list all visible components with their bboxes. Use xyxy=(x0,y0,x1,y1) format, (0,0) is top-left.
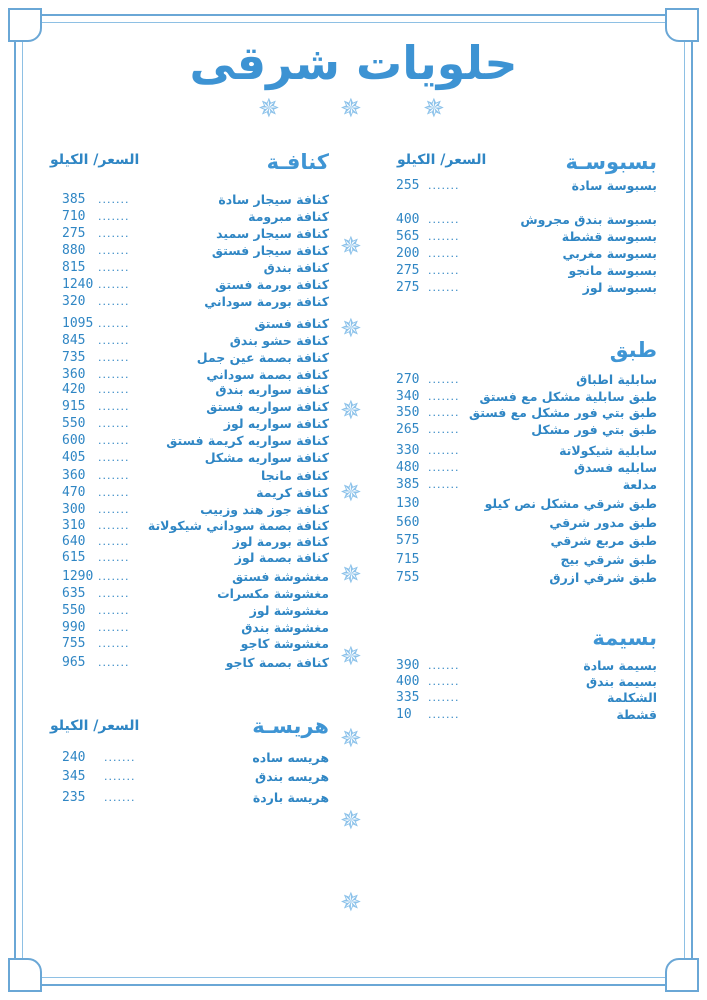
menu-item-name: طبق بتي فور مشكل xyxy=(531,422,657,437)
menu-item-price: 615 xyxy=(62,550,86,565)
dot-leader: ....... xyxy=(428,373,460,386)
menu-item-price: 385 xyxy=(396,477,420,492)
menu-item-name: كنافة بصمة سوداني xyxy=(206,367,329,382)
menu-item-name: كنافة بندق xyxy=(263,260,329,275)
dot-leader: ....... xyxy=(98,519,130,532)
star-icon: ✵ xyxy=(340,478,362,508)
menu-item-price: 390 xyxy=(396,658,420,673)
dot-leader: ....... xyxy=(428,213,460,226)
menu-item-price: 340 xyxy=(396,389,420,404)
menu-item-price: 480 xyxy=(396,460,420,475)
menu-item-price: 550 xyxy=(62,416,86,431)
menu-item-name: طبق شرقي بيج xyxy=(560,552,657,567)
menu-item-name: سابليه فسدق xyxy=(573,460,657,475)
menu-item-name: بسبوسة بندق مجروش xyxy=(520,212,657,227)
dot-leader: ....... xyxy=(98,368,130,381)
section-title-basima: بسيمة xyxy=(592,626,657,650)
star-icon: ✵ xyxy=(340,560,362,590)
menu-item-price: 235 xyxy=(62,790,86,805)
page-title: حلويات شرقى xyxy=(189,36,518,90)
menu-item-name: بسبوسة مغربي xyxy=(562,246,657,261)
menu-item-name: كنافة بصمة سوداني شيكولاتة xyxy=(147,518,329,533)
dot-leader: ....... xyxy=(428,390,460,403)
menu-item-name: الشكلمة xyxy=(606,690,657,705)
menu-item-price: 565 xyxy=(396,229,420,244)
dot-leader: ....... xyxy=(428,675,460,688)
price-header-basbousa: السعر/ الكيلو xyxy=(397,152,487,168)
menu-item-price: 200 xyxy=(396,246,420,261)
menu-item-price: 350 xyxy=(396,405,420,420)
dot-leader: ....... xyxy=(98,604,130,617)
menu-item-price: 345 xyxy=(62,769,86,784)
menu-item-price: 710 xyxy=(62,209,86,224)
dot-leader: ....... xyxy=(428,659,460,672)
menu-item-name: كنافة سيجار سميد xyxy=(216,226,329,241)
menu-item-name: كنافة بصمة لوز xyxy=(234,550,329,565)
dot-leader: ....... xyxy=(428,423,460,436)
menu-item-name: بسبوسة قشطة xyxy=(561,229,657,244)
dot-leader: ....... xyxy=(98,503,130,516)
dot-leader: ....... xyxy=(428,281,460,294)
star-icon: ✵ xyxy=(423,94,445,124)
dot-leader: ....... xyxy=(428,179,460,192)
dot-leader: ....... xyxy=(98,637,130,650)
star-icon: ✵ xyxy=(340,642,362,672)
menu-item-price: 265 xyxy=(396,422,420,437)
frame-corner-bottom-right xyxy=(665,958,699,992)
menu-item-name: كنافة بورمة فستق xyxy=(215,277,329,292)
menu-item-name: كنافة مبرومة xyxy=(248,209,329,224)
menu-item-name: كنافة سواريه فستق xyxy=(206,399,329,414)
menu-item-price: 360 xyxy=(62,367,86,382)
menu-item-price: 915 xyxy=(62,399,86,414)
menu-item-price: 275 xyxy=(62,226,86,241)
menu-item-name: بسبوسة مانجو xyxy=(568,263,657,278)
menu-item-price: 715 xyxy=(396,552,420,567)
star-icon: ✵ xyxy=(340,724,362,754)
menu-item-price: 550 xyxy=(62,603,86,618)
menu-item-price: 270 xyxy=(396,372,420,387)
dot-leader: ....... xyxy=(428,247,460,260)
menu-item-name: كنافة بصمة كاجو xyxy=(225,655,329,670)
menu-item-name: كنافة فستق xyxy=(254,316,329,331)
menu-item-price: 575 xyxy=(396,533,420,548)
dot-leader: ....... xyxy=(104,751,136,764)
dot-leader: ....... xyxy=(428,461,460,474)
menu-item-name: كنافة بورمة سوداني xyxy=(204,294,329,309)
menu-item-price: 300 xyxy=(62,502,86,517)
menu-item-price: 755 xyxy=(396,570,420,585)
menu-item-name: سابلية شيكولاتة xyxy=(559,443,657,458)
dot-leader: ....... xyxy=(98,244,130,257)
menu-item-name: بسبوسة لوز xyxy=(582,280,657,295)
menu-item-name: قشطة xyxy=(616,707,657,722)
menu-item-name: مغشوشة بندق xyxy=(241,620,329,635)
dot-leader: ....... xyxy=(428,230,460,243)
menu-item-price: 405 xyxy=(62,450,86,465)
star-icon: ✵ xyxy=(340,314,362,344)
menu-item-name: طبق بتي فور مشكل مع فستق xyxy=(468,405,657,420)
menu-item-name: هريسة باردة xyxy=(252,790,329,805)
section-title-harisa: هريسـة xyxy=(252,714,329,738)
dot-leader: ....... xyxy=(98,295,130,308)
menu-item-price: 130 xyxy=(396,496,420,511)
menu-item-name: طبق مدور شرقي xyxy=(549,515,657,530)
menu-item-price: 735 xyxy=(62,350,86,365)
menu-item-price: 470 xyxy=(62,485,86,500)
dot-leader: ....... xyxy=(98,261,130,274)
dot-leader: ....... xyxy=(104,770,136,783)
dot-leader: ....... xyxy=(428,478,460,491)
menu-item-name: سابلية اطباق xyxy=(576,372,657,387)
menu-item-price: 10 xyxy=(396,707,412,722)
dot-leader: ....... xyxy=(98,193,130,206)
section-title-basbousa: بسبوسـة xyxy=(565,150,657,174)
menu-item-price: 640 xyxy=(62,534,86,549)
menu-item-price: 845 xyxy=(62,333,86,348)
menu-item-price: 990 xyxy=(62,620,86,635)
menu-item-name: كنافة بورمة لوز xyxy=(232,534,329,549)
dot-leader: ....... xyxy=(98,551,130,564)
menu-item-price: 1240 xyxy=(62,277,94,292)
dot-leader: ....... xyxy=(98,383,130,396)
menu-item-price: 400 xyxy=(396,674,420,689)
dot-leader: ....... xyxy=(98,570,130,583)
frame-corner-bottom-left xyxy=(8,958,42,992)
section-title-tabaq: طبق xyxy=(609,338,657,362)
menu-item-name: كنافة سواريه كريمة فستق xyxy=(166,433,329,448)
menu-item-name: بسيمة سادة xyxy=(583,658,657,673)
menu-item-name: طبق شرقي ازرق xyxy=(549,570,657,585)
dot-leader: ....... xyxy=(98,227,130,240)
menu-item-name: كنافة سواريه مشكل xyxy=(204,450,329,465)
menu-item-name: مغشوشة كاجو xyxy=(240,636,329,651)
star-icon: ✵ xyxy=(340,232,362,262)
menu-item-name: بسبوسة سادة xyxy=(571,178,657,193)
dot-leader: ....... xyxy=(98,486,130,499)
dot-leader: ....... xyxy=(428,708,460,721)
dot-leader: ....... xyxy=(98,535,130,548)
dot-leader: ....... xyxy=(98,351,130,364)
star-icon: ✵ xyxy=(340,806,362,836)
dot-leader: ....... xyxy=(98,656,130,669)
menu-item-name: طبق مربع شرقي xyxy=(550,533,657,548)
star-icon: ✵ xyxy=(340,94,362,124)
star-icon: ✵ xyxy=(340,888,362,918)
menu-item-price: 755 xyxy=(62,636,86,651)
dot-leader: ....... xyxy=(98,587,130,600)
menu-item-name: هريسه بندق xyxy=(255,769,329,784)
price-header-kunafa: السعر/ الكيلو xyxy=(50,152,140,168)
menu-item-name: طبق سابلية مشكل مع فستق xyxy=(479,389,657,404)
menu-item-name: كنافة سيجار سادة xyxy=(218,192,329,207)
menu-item-price: 880 xyxy=(62,243,86,258)
menu-item-price: 275 xyxy=(396,280,420,295)
menu-item-name: بسيمة بندق xyxy=(585,674,657,689)
menu-item-price: 1095 xyxy=(62,316,94,331)
menu-item-name: كنافة سواريه بندق xyxy=(215,382,329,397)
menu-item-price: 560 xyxy=(396,515,420,530)
star-icon: ✵ xyxy=(340,396,362,426)
dot-leader: ....... xyxy=(428,406,460,419)
menu-item-price: 635 xyxy=(62,586,86,601)
menu-item-name: كنافة حشو بندق xyxy=(229,333,329,348)
dot-leader: ....... xyxy=(98,334,130,347)
menu-item-name: مغشوشة مكسرات xyxy=(217,586,329,601)
menu-item-price: 1290 xyxy=(62,569,94,584)
menu-item-price: 240 xyxy=(62,750,86,765)
menu-item-price: 275 xyxy=(396,263,420,278)
menu-item-name: طبق شرقي مشكل نص كيلو xyxy=(484,496,657,511)
menu-item-price: 420 xyxy=(62,382,86,397)
menu-item-name: كنافة مانجا xyxy=(260,468,329,483)
dot-leader: ....... xyxy=(98,417,130,430)
menu-item-price: 400 xyxy=(396,212,420,227)
menu-item-name: هريسه ساده xyxy=(252,750,329,765)
dot-leader: ....... xyxy=(104,791,136,804)
dot-leader: ....... xyxy=(98,451,130,464)
menu-item-price: 360 xyxy=(62,468,86,483)
menu-item-name: كنافة سواريه لوز xyxy=(223,416,329,431)
section-title-kunafa: كنافـة xyxy=(266,150,329,174)
menu-item-price: 965 xyxy=(62,655,86,670)
menu-item-price: 255 xyxy=(396,178,420,193)
menu-item-name: كنافة جوز هند وزبيب xyxy=(200,502,329,517)
price-header-harisa: السعر/ الكيلو xyxy=(50,718,140,734)
star-icon: ✵ xyxy=(258,94,280,124)
dot-leader: ....... xyxy=(98,469,130,482)
dot-leader: ....... xyxy=(98,210,130,223)
menu-item-name: مدلعة xyxy=(622,477,657,492)
menu-item-price: 330 xyxy=(396,443,420,458)
menu-item-price: 335 xyxy=(396,690,420,705)
menu-item-price: 310 xyxy=(62,518,86,533)
menu-item-price: 600 xyxy=(62,433,86,448)
dot-leader: ....... xyxy=(98,278,130,291)
dot-leader: ....... xyxy=(98,621,130,634)
dot-leader: ....... xyxy=(428,264,460,277)
menu-item-name: كنافة كريمة xyxy=(256,485,329,500)
dot-leader: ....... xyxy=(98,434,130,447)
dot-leader: ....... xyxy=(428,691,460,704)
menu-item-name: كنافة بصمة عين جمل xyxy=(196,350,329,365)
menu-item-price: 320 xyxy=(62,294,86,309)
dot-leader: ....... xyxy=(428,444,460,457)
menu-item-name: مغشوشة فستق xyxy=(232,569,329,584)
dot-leader: ....... xyxy=(98,317,130,330)
menu-item-name: كنافة سيجار فستق xyxy=(211,243,329,258)
dot-leader: ....... xyxy=(98,400,130,413)
menu-item-name: مغشوشة لوز xyxy=(249,603,329,618)
menu-item-price: 815 xyxy=(62,260,86,275)
menu-item-price: 385 xyxy=(62,192,86,207)
